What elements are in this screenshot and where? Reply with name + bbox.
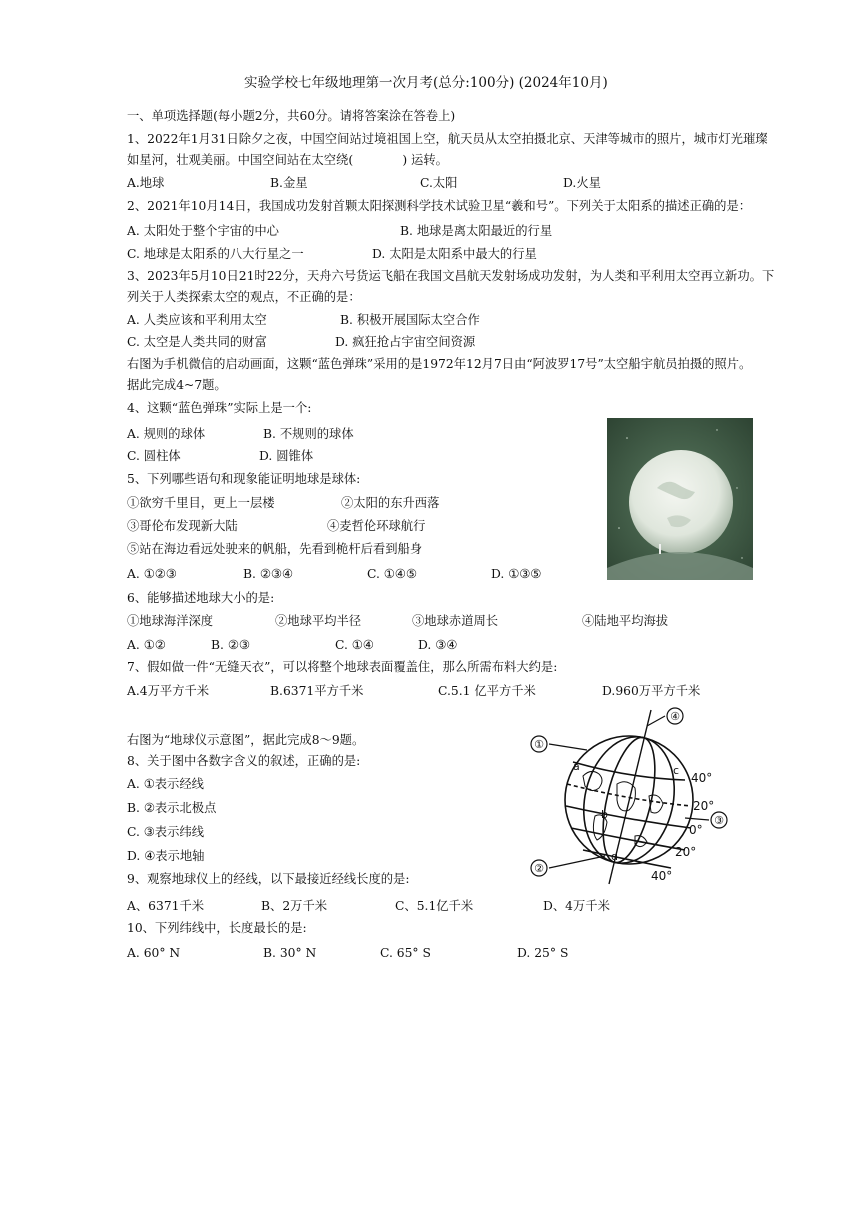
question-10-option-a: A. 60° N bbox=[127, 946, 181, 960]
blue-marble-photo bbox=[607, 418, 753, 580]
question-1-option-d: D.火星 bbox=[563, 176, 601, 190]
question-8-option-c: C. ③表示纬线 bbox=[127, 825, 204, 839]
question-9-option-d: D、4万千米 bbox=[543, 899, 610, 913]
question-10-stem: 10、下列纬线中，长度最长的是: bbox=[127, 921, 307, 935]
question-1-option-c: C.太阳 bbox=[420, 176, 458, 190]
globe-label-2: ② bbox=[534, 862, 544, 875]
globe-label-4: ④ bbox=[670, 710, 680, 723]
question-7-stem: 7、假如做一件“无缝天衣”，可以将整个地球表面覆盖住，那么所需布料大约是: bbox=[127, 660, 558, 674]
question-5-stem: 5、下列哪些语句和现象能证明地球是球体: bbox=[127, 472, 361, 486]
question-3-option-c: C. 太空是人类共同的财富 bbox=[127, 335, 267, 349]
page-title: 实验学校七年级地理第一次月考(总分:100分) (2024年10月) bbox=[244, 75, 608, 91]
question-2-stem: 2、2021年10月14日，我国成功发射首颗太阳探测科学技术试验卫星“羲和号”。下列关于太阳系的描述正确的是： bbox=[127, 199, 752, 213]
point-label-a: a bbox=[573, 760, 580, 773]
question-6-item-3: ③地球赤道周长 bbox=[412, 614, 499, 628]
question-6-stem: 6、能够描述地球大小的是: bbox=[127, 591, 275, 605]
question-1-option-b: B.金星 bbox=[270, 176, 308, 190]
question-9-stem: 9、观察地球仪上的经线，以下最接近经线长度的是: bbox=[127, 872, 410, 886]
lat-label-40s: 40° bbox=[651, 869, 673, 883]
intro-4-7-line1: 右图为手机微信的启动画面，这颗“蓝色弹珠”采用的是1972年12月7日由“阿波罗17号”太空船宇航员拍摄的照片。 bbox=[127, 357, 752, 371]
question-3-option-d: D. 疯狂抢占宇宙空间资源 bbox=[335, 335, 476, 349]
question-2-option-d: D. 太阳是太阳系中最大的行星 bbox=[372, 247, 537, 261]
point-label-c: c bbox=[673, 764, 680, 777]
globe-label-3: ③ bbox=[714, 814, 724, 827]
question-8-option-d: D. ④表示地轴 bbox=[127, 849, 205, 863]
question-2-option-c: C. 地球是太阳系的八大行星之一 bbox=[127, 247, 304, 261]
question-5-option-d: D. ①③⑤ bbox=[491, 567, 542, 581]
question-6-option-a: A. ①② bbox=[127, 638, 166, 652]
question-6-option-c: C. ①④ bbox=[335, 638, 374, 652]
question-9-option-b: B、2万千米 bbox=[261, 899, 328, 913]
earth-image-icon bbox=[607, 418, 753, 580]
lat-label-40n: 40° bbox=[691, 771, 713, 785]
question-4-option-b: B. 不规则的球体 bbox=[263, 427, 354, 441]
question-4-option-c: C. 圆柱体 bbox=[127, 449, 181, 463]
question-3-option-a: A. 人类应该和平利用太空 bbox=[127, 313, 267, 327]
lat-label-0: 0° bbox=[689, 823, 703, 837]
question-6-option-b: B. ②③ bbox=[211, 638, 250, 652]
question-7-option-a: A.4万平方千米 bbox=[127, 684, 210, 698]
question-1-stem-line2: 如星河，壮观美丽。中国空间站在太空绕( ) 运转。 bbox=[127, 153, 448, 167]
point-label-d: d bbox=[611, 850, 618, 863]
question-8-option-b: B. ②表示北极点 bbox=[127, 801, 217, 815]
question-2-option-a: A. 太阳处于整个宇宙的中心 bbox=[127, 224, 279, 238]
question-10-option-d: D. 25° S bbox=[517, 946, 569, 960]
question-10-option-c: C. 65° S bbox=[380, 946, 431, 960]
question-6-item-2: ②地球平均半径 bbox=[275, 614, 362, 628]
question-3-stem-line1: 3、2023年5月10日21时22分，天舟六号货运飞船在我国文昌航天发射场成功发射，为人类和平利用太空再立新功。下 bbox=[127, 269, 775, 283]
question-5-item-2: ②太阳的东升西落 bbox=[341, 496, 440, 510]
question-4-option-a: A. 规则的球体 bbox=[127, 427, 206, 441]
question-4-option-d: D. 圆锥体 bbox=[259, 449, 314, 463]
globe-diagram bbox=[525, 706, 740, 886]
question-4-stem: 4、这颗“蓝色弹珠”实际上是一个: bbox=[127, 401, 312, 415]
question-3-stem-line2: 列关于人类探索太空的观点，不正确的是： bbox=[127, 290, 361, 304]
question-2-option-b: B. 地球是离太阳最近的行星 bbox=[400, 224, 553, 238]
question-6-option-d: D. ③④ bbox=[418, 638, 458, 652]
question-8-option-a: A. ①表示经线 bbox=[127, 777, 204, 791]
question-8-stem: 8、关于图中各数字含义的叙述，正确的是: bbox=[127, 754, 361, 768]
intro-4-7-line2: 据此完成4~7题。 bbox=[127, 378, 227, 392]
question-6-item-1: ①地球海洋深度 bbox=[127, 614, 214, 628]
question-5-option-a: A. ①②③ bbox=[127, 567, 177, 581]
question-7-option-c: C.5.1 亿平方千米 bbox=[438, 684, 536, 698]
question-9-option-c: C、5.1亿千米 bbox=[395, 899, 474, 913]
globe-label-1: ① bbox=[534, 738, 544, 751]
question-3-option-b: B. 积极开展国际太空合作 bbox=[340, 313, 480, 327]
question-5-item-4: ④麦哲伦环球航行 bbox=[327, 519, 426, 533]
question-6-item-4: ④陆地平均海拔 bbox=[582, 614, 669, 628]
point-label-b: b bbox=[601, 808, 608, 821]
question-7-option-b: B.6371平方千米 bbox=[270, 684, 364, 698]
lat-label-20n: 20° bbox=[693, 799, 715, 813]
question-10-option-b: B. 30° N bbox=[263, 946, 317, 960]
question-1-stem-line1: 1、2022年1月31日除夕之夜，中国空间站过境祖国上空，航天员从太空拍摄北京、天津等城市的照片，城市灯光璀璨 bbox=[127, 132, 768, 146]
question-1-option-a: A.地球 bbox=[127, 176, 165, 190]
question-5-item-3: ③哥伦布发现新大陆 bbox=[127, 519, 238, 533]
question-7-option-d: D.960万平方千米 bbox=[602, 684, 701, 698]
intro-8-9: 右图为“地球仪示意图”，据此完成8～9题。 bbox=[127, 733, 365, 747]
lat-label-20s: 20° bbox=[675, 845, 697, 859]
question-5-item-1: ①欲穷千里目，更上一层楼 bbox=[127, 496, 275, 510]
question-5-option-c: C. ①④⑤ bbox=[367, 567, 417, 581]
question-9-option-a: A、6371千米 bbox=[127, 899, 205, 913]
question-5-item-5: ⑤站在海边看远处驶来的帆船，先看到桅杆后看到船身 bbox=[127, 542, 423, 556]
question-5-option-b: B. ②③④ bbox=[243, 567, 293, 581]
section-heading: 一、单项选择题(每小题2分，共60分。请将答案涂在答卷上) bbox=[127, 109, 456, 123]
